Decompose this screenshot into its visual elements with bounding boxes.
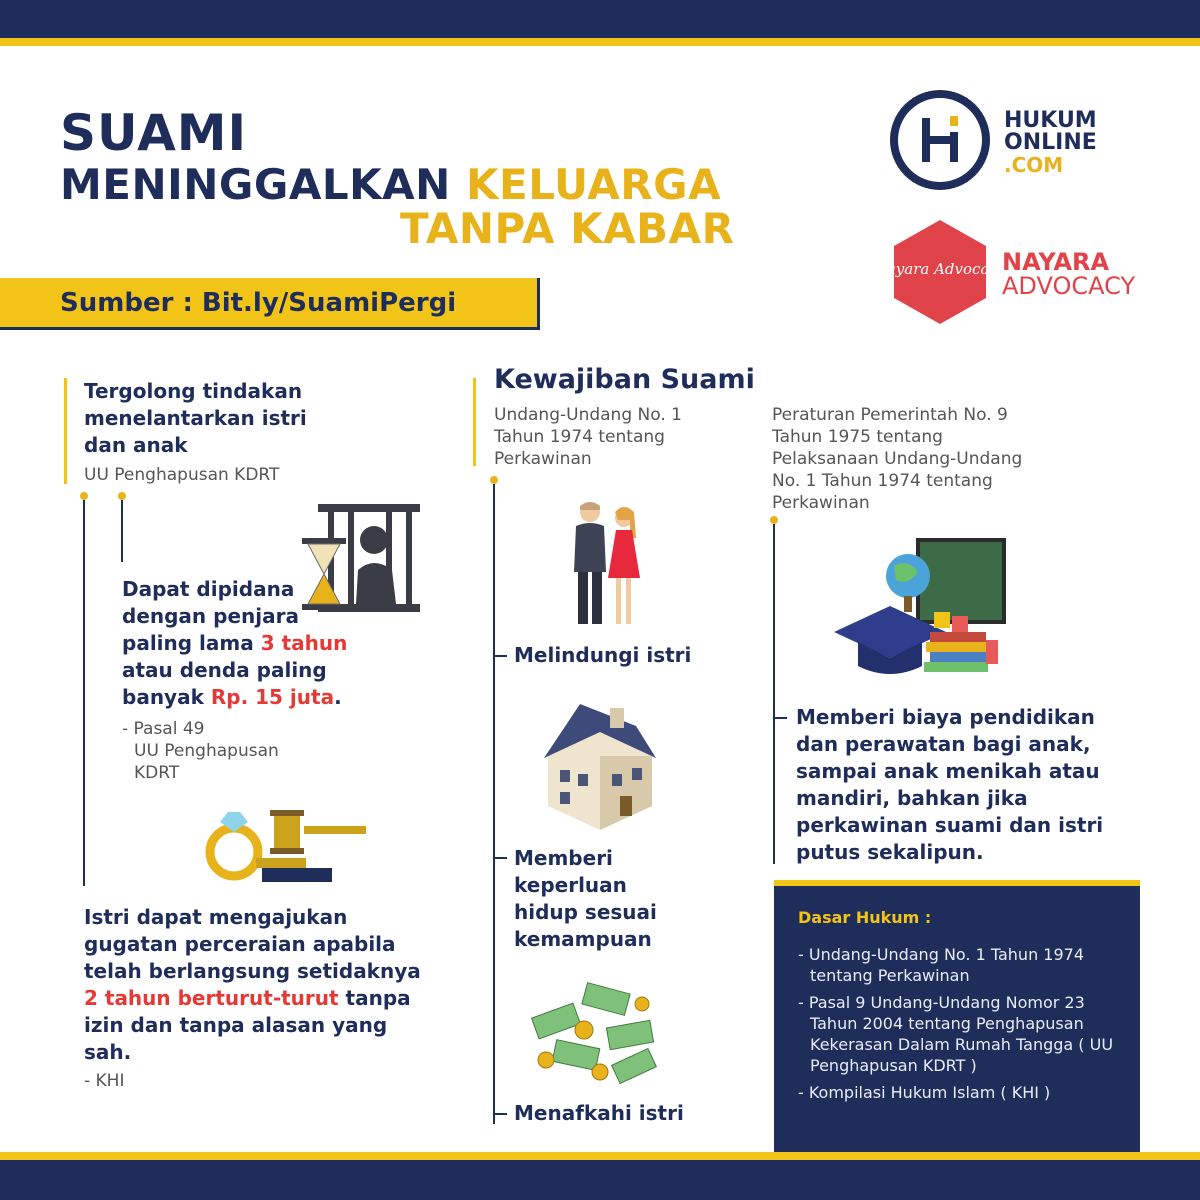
middle-item-2-line-4: kemampuan	[514, 927, 652, 951]
penalty-ref-line-1: - Pasal 49	[122, 719, 205, 739]
bottom-navy-band	[0, 1160, 1200, 1200]
middle-item-2-line-3: hidup sesuai	[514, 900, 657, 924]
nayara-word-1: NAYARA	[1002, 248, 1110, 276]
title-line-2-dark: MENINGGALKAN	[60, 160, 466, 209]
penalty-fine: Rp. 15 juta	[210, 685, 335, 709]
middle-ref-line-3: Perkawinan	[494, 449, 592, 469]
left-timeline-dot-outer	[80, 492, 88, 500]
hukumonline-word-2: ONLINE	[1004, 130, 1097, 155]
divorce-duration: 2 tahun berturut-turut	[84, 986, 339, 1010]
house-icon	[540, 696, 660, 832]
middle-timeline	[493, 484, 495, 1124]
bottom-yellow-stripe	[0, 1152, 1200, 1160]
divorce-ref: - KHI	[84, 1071, 125, 1091]
legal-basis-item: - Undang-Undang No. 1 Tahun 1974 tentang Perkawinan	[798, 944, 1118, 986]
middle-item-2-line-1: Memberi	[514, 846, 613, 870]
nayara-advocacy-logo-icon	[873, 216, 1007, 328]
source-text: Sumber : Bit.ly/SuamiPergi	[60, 288, 457, 318]
education-icon	[834, 536, 1010, 686]
hukumonline-logo-icon	[888, 88, 992, 192]
left-penalty-text	[122, 576, 362, 711]
penalty-text-end: .	[334, 685, 342, 709]
right-timeline-dot	[770, 516, 778, 524]
middle-accent-bar	[473, 378, 476, 466]
title-line-1: SUAMI	[60, 104, 248, 162]
title-line-2	[60, 160, 735, 209]
right-item: Memberi biaya pendidikan dan perawatan bagi anak, sampai anak menikah atau mandiri, bahkan jika perkawinan suami dan istri putus sekalipun.	[796, 705, 1104, 864]
divorce-text-end: tanpa izin dan tanpa alasan yang sah.	[84, 986, 411, 1064]
ring-gavel-icon	[200, 794, 372, 886]
penalty-text-middle: atau denda paling banyak	[122, 658, 327, 709]
right-timeline	[773, 524, 775, 864]
top-navy-band	[0, 0, 1200, 38]
hukumonline-word-1: HUKUM	[1004, 108, 1097, 133]
legal-basis-box	[774, 880, 1140, 1152]
money-icon	[524, 980, 664, 1084]
middle-item-2-line-2: keperluan	[514, 873, 627, 897]
legal-basis-item: - Kompilasi Hukum Islam ( KHI )	[798, 1082, 1118, 1103]
middle-heading: Kewajiban Suami	[494, 364, 755, 395]
right-tick	[773, 717, 787, 719]
divorce-text-start: Istri dapat mengajukan gugatan perceraian apabila telah berlangsung setidaknya	[84, 905, 421, 983]
left-timeline-dot-inner	[118, 492, 126, 500]
left-divorce-text	[84, 904, 436, 1066]
middle-item-2	[514, 845, 657, 953]
middle-item-1: Melindungi istri	[514, 643, 692, 667]
middle-tick-1	[493, 655, 507, 657]
page-title	[60, 104, 735, 253]
left-timeline-inner	[121, 500, 123, 562]
right-ref-line-3: Pelaksanaan Undang-Undang	[772, 449, 1023, 469]
couple-icon	[568, 498, 648, 634]
middle-ref-line-2: Tahun 1974 tentang	[494, 427, 665, 447]
right-ref-line-1: Peraturan Pemerintah No. 9	[772, 405, 1008, 425]
hukumonline-word-3: .COM	[1004, 153, 1064, 177]
middle-item-3: Menafkahi istri	[514, 1101, 684, 1125]
right-ref-line-5: Perkawinan	[772, 493, 870, 513]
legal-basis-list	[798, 944, 1118, 1109]
nayara-badge-script: Nayara Advocacy	[873, 260, 1007, 278]
penalty-ref-line-2: UU Penghapusan	[134, 741, 279, 761]
title-line-3: TANPA KABAR	[400, 204, 735, 253]
penalty-text-start: Dapat dipidana dengan penjara paling lama	[122, 577, 299, 655]
penalty-ref-line-3: KDRT	[134, 763, 180, 783]
middle-tick-3	[493, 1113, 507, 1115]
right-ref-line-4: No. 1 Tahun 1974 tentang	[772, 471, 993, 491]
top-yellow-stripe	[0, 38, 1200, 46]
legal-basis-item: - Pasal 9 Undang-Undang Nomor 23 Tahun 2004 tentang Penghapusan Kekerasan Dalam Rumah Tangga ( UU Penghapusan KDRT )	[798, 992, 1118, 1076]
legal-basis-heading: Dasar Hukum :	[798, 908, 932, 927]
left-heading: Tergolong tindakan menelantarkan istri dan anak	[84, 379, 307, 457]
middle-ref-line-1: Undang-Undang No. 1	[494, 405, 682, 425]
left-heading-ref: UU Penghapusan KDRT	[84, 465, 280, 485]
nayara-word-2: ADVOCACY	[1002, 272, 1136, 300]
left-timeline-outer	[83, 500, 85, 886]
title-line-2-highlight: KELUARGA	[465, 160, 722, 209]
middle-timeline-dot	[490, 476, 498, 484]
penalty-duration: 3 tahun	[260, 631, 348, 655]
left-accent-bar	[64, 378, 67, 484]
nayara-logo-text	[1002, 250, 1135, 298]
right-ref-line-2: Tahun 1975 tentang	[772, 427, 943, 447]
source-banner	[0, 278, 540, 330]
hukumonline-logo-text	[1004, 110, 1097, 176]
middle-tick-2	[493, 857, 507, 859]
